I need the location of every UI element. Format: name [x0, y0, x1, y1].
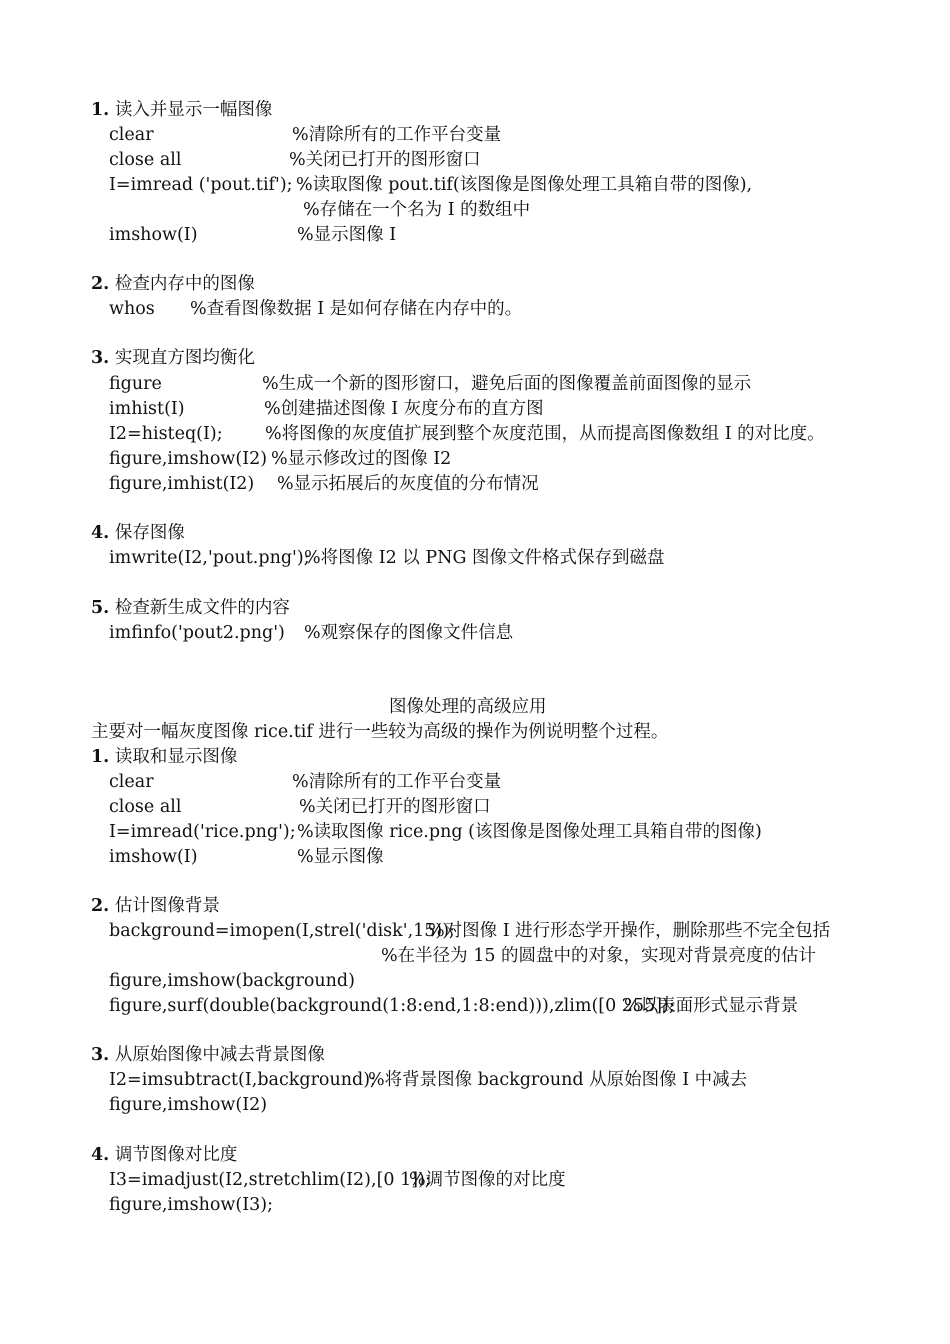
- code-line: I=imread('rice.png');: [109, 822, 296, 842]
- code-comment: %创建描述图像 I 灰度分布的直方图: [264, 399, 544, 419]
- code-comment: %关闭已打开的图形窗口: [299, 797, 491, 817]
- code-line: I2=imsubtract(I,background);: [109, 1070, 376, 1090]
- section-heading: [91, 746, 237, 768]
- section-number: 3.: [91, 1045, 110, 1065]
- section-heading: [91, 1044, 325, 1066]
- code-comment: %读取图像 rice.png (该图像是图像处理工具箱自带的图像): [297, 822, 762, 842]
- section-title: 调节图像对比度: [114, 1145, 238, 1165]
- code-line: imwrite(I2,'pout.png');: [109, 548, 310, 568]
- section-title: 读取和显示图像: [114, 747, 238, 767]
- code-line: figure,imshow(I2): [109, 449, 268, 469]
- section-number: 4.: [91, 523, 110, 543]
- section-title: 检查新生成文件的内容: [114, 598, 290, 618]
- code-line: figure: [109, 374, 162, 394]
- section-title: 保存图像: [114, 523, 185, 543]
- code-comment: %显示图像 I: [297, 225, 397, 245]
- section-heading: [91, 99, 272, 121]
- code-line: background=imopen(I,strel('disk',15));: [109, 921, 455, 941]
- section-heading: [91, 522, 185, 544]
- code-comment: %生成一个新的图形窗口，避免后面的图像覆盖前面图像的显示: [262, 374, 752, 394]
- section-title: 实现直方图均衡化: [114, 348, 255, 368]
- code-line: figure,imshow(background): [109, 971, 355, 991]
- section-heading: [91, 597, 290, 619]
- code-line: figure,imhist(I2): [109, 474, 255, 494]
- code-line: I2=histeq(I);: [109, 424, 223, 444]
- code-comment: %显示图像: [297, 847, 384, 867]
- section-title: 读入并显示一幅图像: [114, 100, 273, 120]
- code-comment: %调节图像的对比度: [409, 1170, 566, 1190]
- code-line: I=imread ('pout.tif');: [109, 175, 293, 195]
- code-line: figure,imshow(I2): [109, 1095, 268, 1115]
- code-line: clear: [109, 772, 154, 792]
- code-line: imhist(I): [109, 399, 185, 419]
- code-comment: %显示拓展后的灰度值的分布情况: [277, 474, 539, 494]
- code-comment: %对图像 I 进行形态学开操作，删除那些不完全包括: [428, 921, 831, 941]
- code-line: figure,surf(double(background(1:8:end,1:8:end))),zlim([0 255]);: [109, 996, 675, 1016]
- code-comment: %将背景图像 background 从原始图像 I 中减去: [368, 1070, 748, 1090]
- code-comment: %观察保存的图像文件信息: [304, 623, 514, 643]
- code-line: imfinfo('pout2.png'): [109, 623, 285, 643]
- section-title: 检查内存中的图像: [114, 274, 255, 294]
- section-heading: [91, 347, 255, 369]
- code-comment: %显示修改过的图像 I2: [271, 449, 452, 469]
- code-line: close all: [109, 150, 182, 170]
- code-comment: %以表面形式显示背景: [624, 996, 799, 1016]
- section-title: 从原始图像中减去背景图像: [114, 1045, 325, 1065]
- section-number: 2.: [91, 896, 110, 916]
- section-heading: [91, 1144, 237, 1166]
- code-comment: %存储在一个名为 I 的数组中: [303, 200, 531, 220]
- code-line: I3=imadjust(I2,stretchlim(I2),[0 1]);: [109, 1170, 431, 1190]
- code-comment: %关闭已打开的图形窗口: [289, 150, 481, 170]
- code-line: whos: [109, 299, 155, 319]
- section-number: 3.: [91, 348, 110, 368]
- section-number: 1.: [91, 747, 110, 767]
- part-heading: 图像处理的高级应用: [389, 697, 547, 717]
- code-comment: %清除所有的工作平台变量: [292, 125, 502, 145]
- section-number: 2.: [91, 274, 110, 294]
- code-comment: %将图像的灰度值扩展到整个灰度范围，从而提高图像数组 I 的对比度。: [265, 424, 825, 444]
- section-number: 1.: [91, 100, 110, 120]
- code-comment: %查看图像数据 I 是如何存储在内存中的。: [190, 299, 523, 319]
- intro-paragraph: 主要对一幅灰度图像 rice.tif 进行一些较为高级的操作为例说明整个过程。: [91, 722, 669, 742]
- code-line: imshow(I): [109, 847, 198, 867]
- code-comment: %将图像 I2 以 PNG 图像文件格式保存到磁盘: [304, 548, 665, 568]
- code-comment: %在半径为 15 的圆盘中的对象，实现对背景亮度的估计: [381, 946, 817, 966]
- code-line: clear: [109, 125, 154, 145]
- section-heading: [91, 895, 220, 917]
- section-number: 4.: [91, 1145, 110, 1165]
- section-heading: [91, 273, 255, 295]
- code-line: close all: [109, 797, 182, 817]
- code-line: imshow(I): [109, 225, 198, 245]
- code-line: figure,imshow(I3);: [109, 1195, 273, 1215]
- code-comment: %读取图像 pout.tif(该图像是图像处理工具箱自带的图像),: [296, 175, 753, 195]
- section-title: 估计图像背景: [114, 896, 220, 916]
- code-comment: %清除所有的工作平台变量: [292, 772, 502, 792]
- section-number: 5.: [91, 598, 110, 618]
